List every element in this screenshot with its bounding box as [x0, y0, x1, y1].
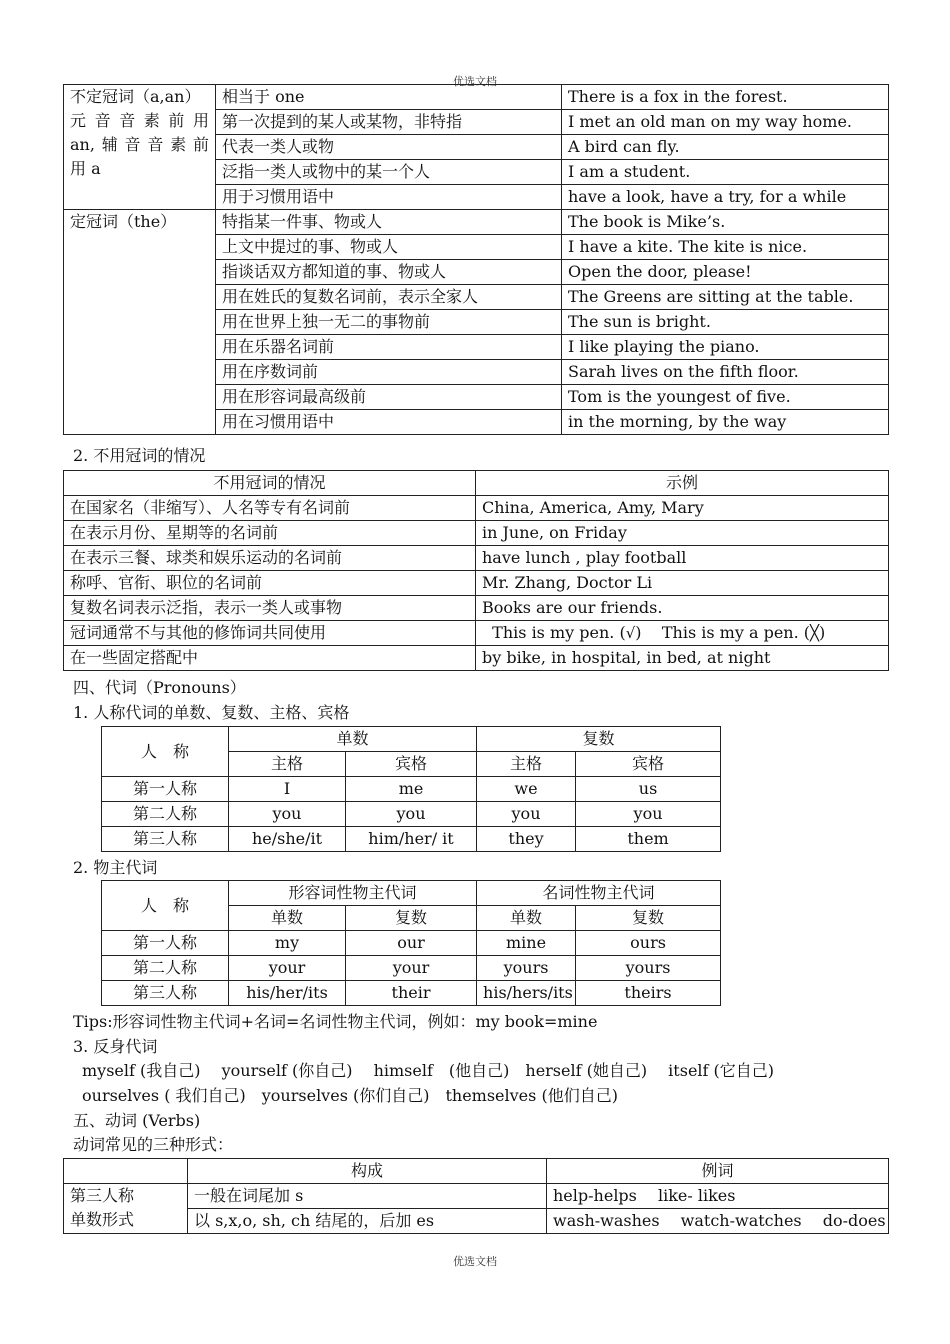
- indefinite-article-label: [64, 85, 216, 210]
- usage-cell: 用在序数词前: [216, 360, 562, 385]
- usage-cell: 相当于 one: [216, 85, 562, 110]
- pronoun-cell: them: [576, 827, 721, 852]
- label-line: an,辅音音素前: [70, 135, 209, 154]
- case-cell: 复数名词表示泛指，表示一类人或事物: [64, 596, 476, 621]
- possessive-pronoun-table: [101, 880, 721, 1006]
- reflexive-line-1: myself (我自己) yourself (你自己) himself (他自己) herself (她自己) itself (它自己): [82, 1061, 775, 1080]
- pronoun-cell: their: [346, 981, 477, 1006]
- pronoun-cell: his/hers/its: [477, 981, 576, 1006]
- pronoun-cell: your: [346, 956, 477, 981]
- personal-heading: 1. 人称代词的单数、复数、主格、宾格: [73, 703, 350, 722]
- example-text: ): [635, 623, 642, 642]
- usage-cell: 第一次提到的某人或某物，非特指: [216, 110, 562, 135]
- person-cell: 第一人称: [102, 777, 229, 802]
- pronoun-cell: you: [477, 802, 576, 827]
- pronoun-cell: me: [346, 777, 477, 802]
- definite-article-label: 定冠词（the）: [64, 210, 216, 435]
- example-text: This is my a pen. (: [661, 623, 811, 642]
- person-cell: 第一人称: [102, 931, 229, 956]
- page-footer: 优选文档: [453, 1255, 497, 1268]
- personal-pronoun-table: [101, 726, 721, 852]
- plural-header: 复数: [477, 727, 721, 752]
- reflexive-heading: 3. 反身代词: [73, 1037, 158, 1056]
- label-line: 不定冠词（a,an）: [70, 87, 201, 106]
- verb-example: wash-washes watch-watches do-does: [547, 1209, 889, 1234]
- example-cell: I have a kite. The kite is nice.: [562, 235, 889, 260]
- usage-cell: 指谈话双方都知道的事、物或人: [216, 260, 562, 285]
- example-text: ): [819, 623, 826, 642]
- pronoun-cell: they: [477, 827, 576, 852]
- pronoun-cell: yours: [576, 956, 721, 981]
- example-cell: in June, on Friday: [476, 521, 889, 546]
- usage-cell: 用在世界上独一无二的事物前: [216, 310, 562, 335]
- usage-cell: 代表一类人或物: [216, 135, 562, 160]
- person-cell: 第二人称: [102, 802, 229, 827]
- pronoun-cell: him/her/ it: [346, 827, 477, 852]
- objective-header: 宾格: [346, 752, 477, 777]
- verb-rule: 一般在词尾加 s: [188, 1184, 547, 1209]
- example-cell: A bird can fly.: [562, 135, 889, 160]
- example-cell: Books are our friends.: [476, 596, 889, 621]
- section4-heading: 四、代词（Pronouns）: [73, 678, 246, 697]
- pronoun-cell: yours: [477, 956, 576, 981]
- verb-forms-table: [63, 1158, 889, 1234]
- case-cell: 在国家名（非缩写）、人名等专有名词前: [64, 496, 476, 521]
- label-line: 单数形式: [70, 1210, 135, 1229]
- pronoun-cell: you: [229, 802, 346, 827]
- third-person-singular-label: [64, 1184, 188, 1234]
- example-cell: There is a fox in the forest.: [562, 85, 889, 110]
- example-cell: have a look, have a try, for a while: [562, 185, 889, 210]
- example-cell: in the morning, by the way: [562, 410, 889, 435]
- plural-header: 复数: [346, 906, 477, 931]
- example-cell: The book is Mike’s.: [562, 210, 889, 235]
- verb-example: help-helps like- likes: [547, 1184, 889, 1209]
- usage-cell: 特指某一件事、物或人: [216, 210, 562, 235]
- case-cell: 冠词通常不与其他的修饰词共同使用: [64, 621, 476, 646]
- possessive-tips: Tips:形容词性物主代词+名词=名词性物主代词，例如：my book=mine: [73, 1012, 598, 1031]
- adj-possessive-header: 形容词性物主代词: [229, 881, 477, 906]
- pronoun-cell: us: [576, 777, 721, 802]
- person-label: 人 称: [102, 727, 229, 777]
- pronoun-cell: our: [346, 931, 477, 956]
- pronoun-cell: mine: [477, 931, 576, 956]
- example-cell: I met an old man on my way home.: [562, 110, 889, 135]
- singular-header: 单数: [229, 727, 477, 752]
- label-line: 用 a: [70, 159, 101, 178]
- usage-cell: 泛指一类人或物中的某一个人: [216, 160, 562, 185]
- noun-possessive-header: 名词性物主代词: [477, 881, 721, 906]
- example-text: This is my pen. (: [492, 623, 626, 642]
- usage-cell: 用在习惯用语中: [216, 410, 562, 435]
- pronoun-cell: his/her/its: [229, 981, 346, 1006]
- cross-icon: ╳: [810, 624, 820, 642]
- pronoun-cell: your: [229, 956, 346, 981]
- pronoun-cell: my: [229, 931, 346, 956]
- pronoun-cell: you: [576, 802, 721, 827]
- page-header: 优选文档: [453, 75, 497, 88]
- case-cell: 在表示三餐、球类和娱乐运动的名词前: [64, 546, 476, 571]
- example-cell: have lunch , play football: [476, 546, 889, 571]
- person-cell: 第三人称: [102, 981, 229, 1006]
- example-cell: Mr. Zhang, Doctor Li: [476, 571, 889, 596]
- usage-cell: 上文中提过的事、物或人: [216, 235, 562, 260]
- example-cell: I am a student.: [562, 160, 889, 185]
- nominative-header: 主格: [229, 752, 346, 777]
- pronoun-cell: theirs: [576, 981, 721, 1006]
- article-table: [63, 84, 889, 435]
- blank-cell: [64, 1159, 188, 1184]
- usage-cell: 用在形容词最高级前: [216, 385, 562, 410]
- verb-rule: 以 s,x,o, sh, ch 结尾的，后加 es: [188, 1209, 547, 1234]
- usage-cell: 用在乐器名词前: [216, 335, 562, 360]
- example-cell: [476, 621, 889, 646]
- reflexive-line-2: ourselves ( 我们自己) yourselves (你们自己) themselves (他们自己): [82, 1086, 618, 1105]
- example-cell: by bike, in hospital, in bed, at night: [476, 646, 889, 671]
- pronoun-cell: you: [346, 802, 477, 827]
- section5-heading: 五、动词 (Verbs): [73, 1111, 201, 1130]
- pronoun-cell: we: [477, 777, 576, 802]
- col-header-form: 构成: [188, 1159, 547, 1184]
- person-label: 人 称: [102, 881, 229, 931]
- example-cell: Open the door, please!: [562, 260, 889, 285]
- pronoun-cell: ours: [576, 931, 721, 956]
- col-header-example: 示例: [476, 471, 889, 496]
- usage-cell: 用在姓氏的复数名词前，表示全家人: [216, 285, 562, 310]
- check-icon: √: [625, 624, 636, 642]
- pronoun-cell: he/she/it: [229, 827, 346, 852]
- example-cell: I like playing the piano.: [562, 335, 889, 360]
- singular-header: 单数: [477, 906, 576, 931]
- example-cell: The sun is bright.: [562, 310, 889, 335]
- no-article-table: [63, 470, 889, 671]
- example-cell: The Greens are sitting at the table.: [562, 285, 889, 310]
- person-cell: 第三人称: [102, 827, 229, 852]
- case-cell: 称呼、官衔、职位的名词前: [64, 571, 476, 596]
- possessive-heading: 2. 物主代词: [73, 858, 158, 877]
- example-cell: Sarah lives on the fifth floor.: [562, 360, 889, 385]
- usage-cell: 用于习惯用语中: [216, 185, 562, 210]
- label-line: 元音音素前用: [70, 111, 209, 130]
- nominative-header: 主格: [477, 752, 576, 777]
- objective-header: 宾格: [576, 752, 721, 777]
- col-header-example: 例词: [547, 1159, 889, 1184]
- section5-subheading: 动词常见的三种形式：: [73, 1135, 234, 1154]
- example-cell: Tom is the youngest of five.: [562, 385, 889, 410]
- example-cell: China, America, Amy, Mary: [476, 496, 889, 521]
- case-cell: 在表示月份、星期等的名词前: [64, 521, 476, 546]
- case-cell: 在一些固定搭配中: [64, 646, 476, 671]
- plural-header: 复数: [576, 906, 721, 931]
- label-line: 第三人称: [70, 1186, 135, 1205]
- singular-header: 单数: [229, 906, 346, 931]
- pronoun-cell: I: [229, 777, 346, 802]
- no-article-heading: 2. 不用冠词的情况: [73, 446, 206, 465]
- person-cell: 第二人称: [102, 956, 229, 981]
- col-header-case: 不用冠词的情况: [64, 471, 476, 496]
